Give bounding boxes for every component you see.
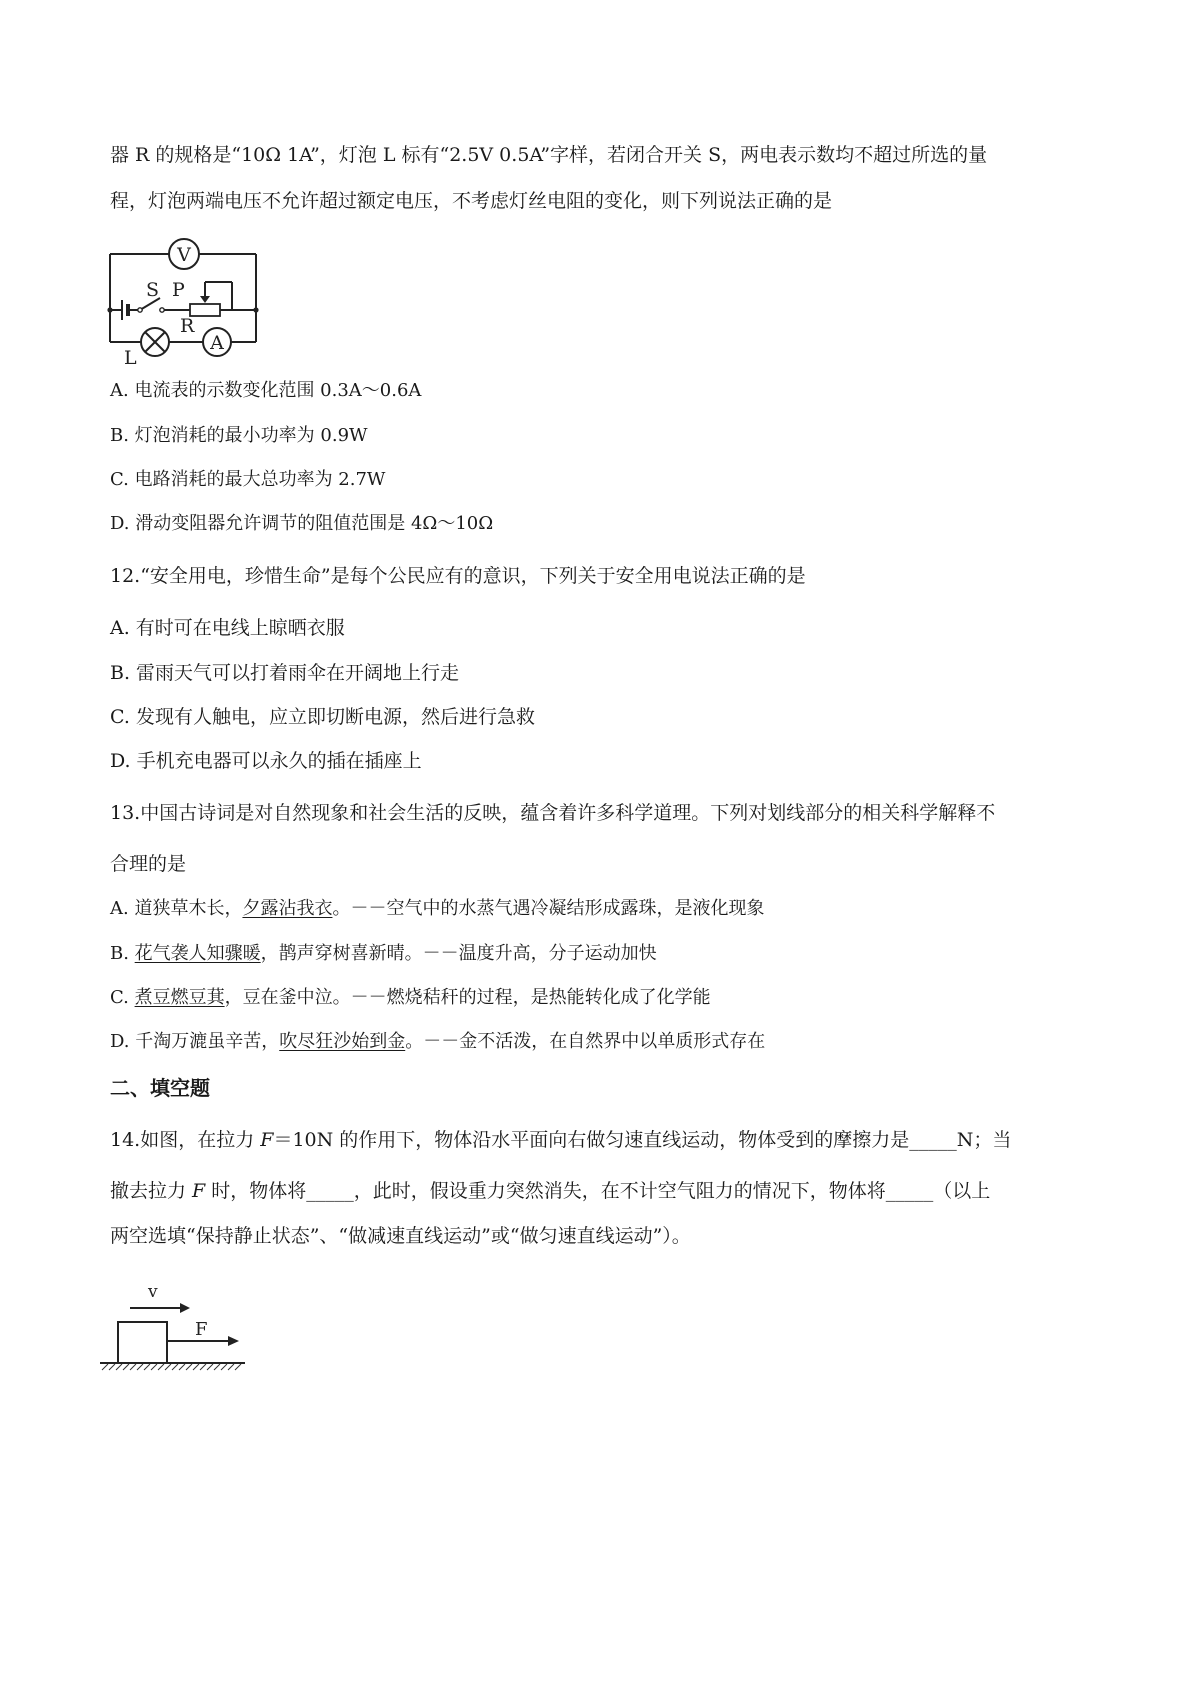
q11-option-a: A. 电流表的示数变化范围 0.3A～0.6A xyxy=(110,380,422,401)
q11-option-c: C. 电路消耗的最大总功率为 2.7W xyxy=(110,469,386,490)
q11-option-d: D. 滑动变阻器允许调节的阻值范围是 4Ω～10Ω xyxy=(110,513,494,534)
q12-option-a: A. 有时可在电线上晾晒衣服 xyxy=(110,617,345,639)
voltmeter-label: V xyxy=(177,244,191,266)
slider-label: P xyxy=(172,279,185,301)
circuit-diagram xyxy=(100,232,270,372)
q12-option-d: D. 手机充电器可以永久的插在插座上 xyxy=(110,750,422,772)
q11-stem-line1: 器 R 的规格是“10Ω 1A”，灯泡 L 标有“2.5V 0.5A”字样，若闭合开关 S，两电表示数均不超过所选的量 xyxy=(110,144,988,166)
resistor-label: R xyxy=(180,315,195,337)
q13-option-c xyxy=(110,986,711,1010)
q12-option-b: B. 雷雨天气可以打着雨伞在开阔地上行走 xyxy=(110,662,460,684)
q14-line2-prefix: 撤去拉力 xyxy=(110,1180,193,1202)
q11-option-b: B. 灯泡消耗的最小功率为 0.9W xyxy=(110,425,368,446)
q13-option-d-explanation: 。－－金不活泼，在自然界中以单质形式存在 xyxy=(405,1031,766,1052)
q13-option-d-underlined: 吹尽狂沙始到金 xyxy=(279,1031,406,1052)
q13-option-a-explanation: 。－－空气中的水蒸气遇冷凝结形成露珠，是液化现象 xyxy=(332,898,765,919)
q14-line2 xyxy=(110,1179,990,1203)
ammeter-label: A xyxy=(210,332,224,354)
q14-line1-force-symbol: F xyxy=(260,1129,274,1151)
q13-option-c-prefix: C. xyxy=(110,987,135,1008)
q13-stem-line1: 13.中国古诗词是对自然现象和社会生活的反映，蕴含着许多科学道理。下列对划线部分的相关科学解释不 xyxy=(110,802,996,824)
switch-label: S xyxy=(146,279,160,301)
force-diagram xyxy=(100,1278,250,1378)
section-title: 二、填空题 xyxy=(110,1076,210,1100)
q13-option-b-underlined: 花气袭人知骤暖 xyxy=(134,943,261,964)
q14-line2-text: 时，物体将_____，此时，假设重力突然消失，在不计空气阻力的情况下，物体将_____（以上 xyxy=(205,1180,991,1202)
q13-stem-line2: 合理的是 xyxy=(110,853,187,875)
slider-arrow-icon xyxy=(200,296,210,303)
q13-option-a-prefix: A. 道狭草木长， xyxy=(110,898,243,919)
block xyxy=(118,1322,167,1363)
q13-option-c-explanation: ，豆在釜中泣。－－燃烧秸秆的过程，是热能转化成了化学能 xyxy=(224,987,711,1008)
q13-option-b xyxy=(110,942,657,966)
q14-line2-force-symbol: F xyxy=(192,1180,206,1202)
q13-option-d-prefix: D. 千淘万漉虽辛苦， xyxy=(110,1031,280,1052)
q13-option-b-explanation: ，鹊声穿树喜新晴。－－温度升高，分子运动加快 xyxy=(260,943,657,964)
q14-line3: 两空选填“保持静止状态”、“做减速直线运动”或“做匀速直线运动”）。 xyxy=(110,1225,691,1247)
q13-option-c-underlined: 煮豆燃豆萁 xyxy=(134,987,225,1008)
velocity-label: v xyxy=(148,1282,158,1302)
q13-option-a-underlined: 夕露沾我衣 xyxy=(242,898,333,919)
q14-line1-text: ＝10N 的作用下，物体沿水平面向右做匀速直线运动，物体受到的摩擦力是_____N；当 xyxy=(273,1129,1012,1151)
q13-option-b-prefix: B. xyxy=(110,943,135,964)
q12-stem: 12.“安全用电，珍惜生命”是每个公民应有的意识，下列关于安全用电说法正确的是 xyxy=(110,565,806,587)
lamp-label: L xyxy=(124,347,137,369)
q13-option-d xyxy=(110,1030,765,1054)
force-label: F xyxy=(195,1319,208,1340)
q12-option-c: C. 发现有人触电，应立即切断电源，然后进行急救 xyxy=(110,706,535,728)
q11-stem-line2: 程，灯泡两端电压不允许超过额定电压，不考虑灯丝电阻的变化，则下列说法正确的是 xyxy=(110,190,833,212)
q13-option-a xyxy=(110,897,764,921)
q14-line1-prefix: 14.如图，在拉力 xyxy=(110,1129,261,1151)
q14-line1 xyxy=(110,1128,1011,1152)
